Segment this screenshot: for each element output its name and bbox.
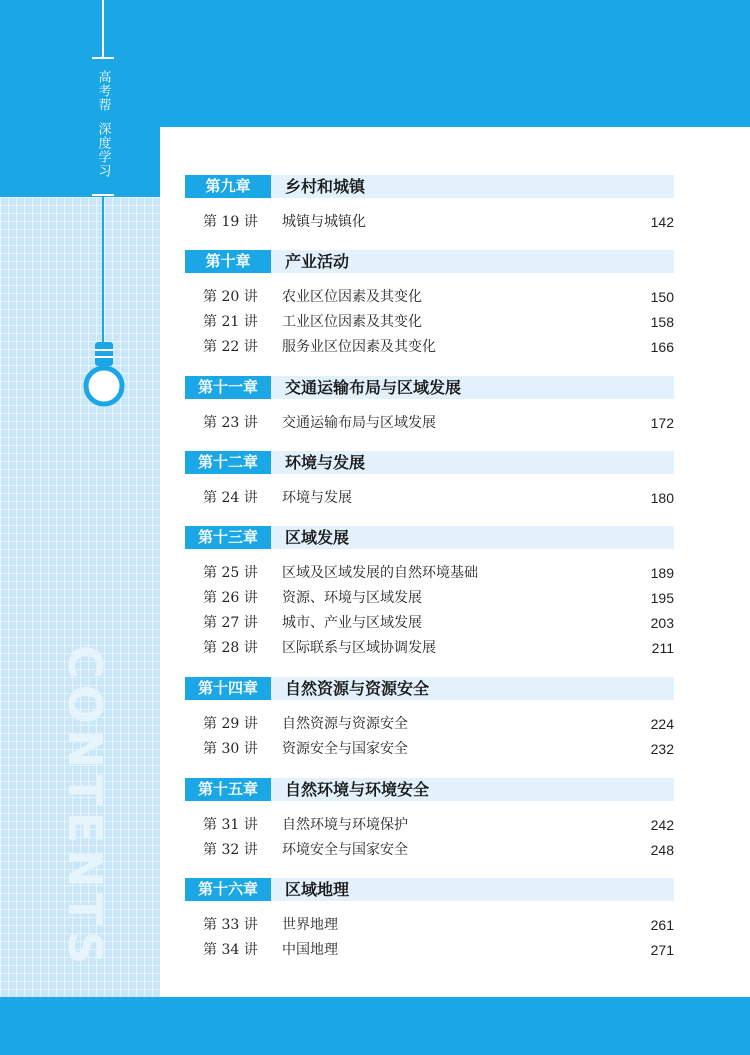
chapter-title: 交通运输布局与区域发展 bbox=[285, 378, 462, 397]
chapter-number: 第十三章 bbox=[185, 526, 271, 549]
lecture-number: 第 27 讲 bbox=[203, 615, 258, 631]
lecture-number: 第 34 讲 bbox=[203, 942, 258, 958]
lecture-row[interactable] bbox=[185, 212, 674, 232]
chapter-number: 第十二章 bbox=[185, 451, 271, 474]
page-number: 150 bbox=[650, 289, 674, 305]
page-number: 142 bbox=[650, 214, 674, 230]
lecture-title: 区际联系与区域协调发展 bbox=[282, 640, 436, 656]
lecture-title: 环境与发展 bbox=[282, 490, 352, 506]
lecture-number: 第 24 讲 bbox=[203, 490, 258, 506]
lecture-title: 中国地理 bbox=[282, 942, 338, 958]
chapter-number: 第十一章 bbox=[185, 376, 271, 399]
lecture-title: 城市、产业与区域发展 bbox=[282, 615, 422, 631]
lecture-number: 第 20 讲 bbox=[203, 289, 258, 305]
chapter-heading bbox=[185, 878, 674, 901]
lecture-row[interactable] bbox=[185, 337, 674, 357]
lecture-title: 工业区位因素及其变化 bbox=[282, 314, 422, 330]
lecture-row[interactable] bbox=[185, 488, 674, 508]
lecture-number: 第 26 讲 bbox=[203, 590, 258, 606]
lecture-row[interactable] bbox=[185, 815, 674, 835]
chapter-heading bbox=[185, 778, 674, 801]
lecture-number: 第 28 讲 bbox=[203, 640, 258, 656]
lecture-row[interactable] bbox=[185, 588, 674, 608]
chapter-heading bbox=[185, 175, 674, 198]
page-number: 195 bbox=[650, 590, 674, 606]
chapter-heading bbox=[185, 526, 674, 549]
lecture-row[interactable] bbox=[185, 940, 674, 960]
lecture-number: 第 25 讲 bbox=[203, 565, 258, 581]
contents-watermark: CONTENTS bbox=[58, 645, 112, 971]
lecture-title: 资源、环境与区域发展 bbox=[282, 590, 422, 606]
chapter-heading bbox=[185, 376, 674, 399]
page-number: 189 bbox=[650, 565, 674, 581]
lecture-title: 自然资源与资源安全 bbox=[282, 716, 408, 732]
chapter-number: 第十章 bbox=[185, 250, 271, 273]
lecture-title: 自然环境与环境保护 bbox=[282, 817, 408, 833]
page-number: 248 bbox=[650, 842, 674, 858]
lecture-number: 第 23 讲 bbox=[203, 415, 258, 431]
chapter-title: 乡村和城镇 bbox=[285, 177, 366, 196]
chapter-heading bbox=[185, 250, 674, 273]
chapter-title: 区域地理 bbox=[285, 880, 350, 899]
chapter-number: 第十五章 bbox=[185, 778, 271, 801]
chapter-title: 产业活动 bbox=[285, 252, 350, 271]
lecture-row[interactable] bbox=[185, 714, 674, 734]
lecture-title: 服务业区位因素及其变化 bbox=[282, 339, 436, 355]
lecture-number: 第 30 讲 bbox=[203, 741, 258, 757]
cord-line bbox=[102, 0, 104, 58]
lecture-title: 交通运输布局与区域发展 bbox=[282, 415, 436, 431]
brand-line-1: 高考帮 bbox=[95, 70, 111, 112]
chapter-number: 第十六章 bbox=[185, 878, 271, 901]
page-number: 224 bbox=[650, 716, 674, 732]
chapter-title: 环境与发展 bbox=[285, 453, 366, 472]
chapter-title: 自然资源与资源安全 bbox=[285, 679, 430, 698]
cord-line bbox=[102, 196, 104, 342]
page-number: 158 bbox=[650, 314, 674, 330]
chapter-title: 区域发展 bbox=[285, 528, 350, 547]
lecture-number: 第 21 讲 bbox=[203, 314, 258, 330]
page-number: 203 bbox=[650, 615, 674, 631]
page-number: 211 bbox=[651, 640, 674, 656]
lecture-row[interactable] bbox=[185, 413, 674, 433]
lecture-number: 第 22 讲 bbox=[203, 339, 258, 355]
cord-tick bbox=[92, 57, 114, 59]
page-number: 172 bbox=[650, 415, 674, 431]
lecture-number: 第 19 讲 bbox=[203, 214, 258, 230]
lecture-title: 世界地理 bbox=[282, 917, 338, 933]
chapter-heading bbox=[185, 677, 674, 700]
brand-label bbox=[90, 70, 116, 190]
page-number: 166 bbox=[650, 339, 674, 355]
lecture-row[interactable] bbox=[185, 638, 674, 658]
chapter-heading bbox=[185, 451, 674, 474]
brand-line-2: 深度学习 bbox=[95, 122, 111, 178]
lecture-title: 农业区位因素及其变化 bbox=[282, 289, 422, 305]
lecture-row[interactable] bbox=[185, 840, 674, 860]
chapter-number: 第九章 bbox=[185, 175, 271, 198]
footer-band bbox=[0, 997, 750, 1055]
lecture-row[interactable] bbox=[185, 613, 674, 633]
page-number: 242 bbox=[650, 817, 674, 833]
lecture-title: 区域及区域发展的自然环境基础 bbox=[282, 565, 478, 581]
page-number: 232 bbox=[650, 741, 674, 757]
page-number: 180 bbox=[650, 490, 674, 506]
chapter-number: 第十四章 bbox=[185, 677, 271, 700]
lecture-number: 第 29 讲 bbox=[203, 716, 258, 732]
page-number: 261 bbox=[650, 917, 674, 933]
lecture-title: 城镇与城镇化 bbox=[282, 214, 366, 230]
sidebar-band bbox=[0, 127, 160, 197]
lecture-row[interactable] bbox=[185, 915, 674, 935]
lecture-number: 第 33 讲 bbox=[203, 917, 258, 933]
lecture-row[interactable] bbox=[185, 287, 674, 307]
lecture-row[interactable] bbox=[185, 563, 674, 583]
light-bulb-icon bbox=[82, 340, 126, 410]
lecture-row[interactable] bbox=[185, 739, 674, 759]
lecture-row[interactable] bbox=[185, 312, 674, 332]
lecture-number: 第 31 讲 bbox=[203, 817, 258, 833]
chapter-title: 自然环境与环境安全 bbox=[285, 780, 430, 799]
lecture-title: 资源安全与国家安全 bbox=[282, 741, 408, 757]
page-number: 271 bbox=[650, 942, 674, 958]
lecture-number: 第 32 讲 bbox=[203, 842, 258, 858]
lecture-title: 环境安全与国家安全 bbox=[282, 842, 408, 858]
